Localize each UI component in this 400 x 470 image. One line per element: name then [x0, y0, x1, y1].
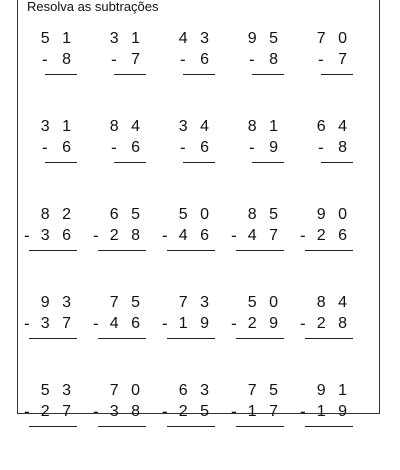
subtrahend: 3 6 [40, 227, 75, 244]
minuend: 7 5 [109, 294, 144, 311]
subtrahend: 7 [131, 51, 144, 68]
answer-line [183, 162, 215, 163]
subtraction-problem [160, 382, 229, 470]
subtraction-problem [298, 118, 367, 206]
minus-sign: - [318, 50, 324, 69]
answer-line [305, 250, 353, 251]
subtraction-problem [298, 30, 367, 118]
minus-sign: - [300, 402, 306, 421]
answer-line [252, 162, 284, 163]
subtraction-problem [298, 206, 367, 294]
subtrahend: 1 9 [178, 315, 213, 332]
answer-line [167, 338, 215, 339]
subtrahend: 3 7 [40, 315, 75, 332]
minus-sign: - [162, 226, 168, 245]
minus-sign: - [42, 50, 48, 69]
minus-sign: - [93, 314, 99, 333]
minuend: 3 1 [109, 30, 144, 47]
subtrahend: 6 [200, 51, 213, 68]
minus-sign: - [111, 50, 117, 69]
subtrahend: 6 [200, 139, 213, 156]
answer-line [305, 338, 353, 339]
subtraction-problem [229, 30, 298, 118]
minus-sign: - [231, 314, 237, 333]
answer-line [114, 162, 146, 163]
subtraction-problem [22, 206, 91, 294]
minus-sign: - [24, 226, 30, 245]
subtraction-problem [91, 382, 160, 470]
minuend: 4 3 [178, 30, 213, 47]
minuend: 6 5 [109, 206, 144, 223]
subtrahend: 4 7 [247, 227, 282, 244]
minuend: 9 3 [40, 294, 75, 311]
answer-line [98, 426, 146, 427]
minuend: 5 0 [247, 294, 282, 311]
answer-line [183, 74, 215, 75]
minuend: 8 4 [109, 118, 144, 135]
answer-line [252, 74, 284, 75]
answer-line [98, 338, 146, 339]
subtrahend: 2 5 [178, 403, 213, 420]
subtrahend: 7 [338, 51, 351, 68]
minus-sign: - [24, 314, 30, 333]
subtrahend: 1 7 [247, 403, 282, 420]
minuend: 7 0 [109, 382, 144, 399]
minuend: 5 1 [40, 30, 75, 47]
minuend: 9 0 [316, 206, 351, 223]
subtraction-problem [22, 294, 91, 382]
subtrahend: 2 6 [316, 227, 351, 244]
subtraction-problem [160, 30, 229, 118]
answer-line [236, 250, 284, 251]
minuend: 8 4 [316, 294, 351, 311]
subtrahend: 2 7 [40, 403, 75, 420]
subtraction-problem [91, 30, 160, 118]
minuend: 5 0 [178, 206, 213, 223]
minuend: 6 3 [178, 382, 213, 399]
minus-sign: - [300, 314, 306, 333]
subtraction-problem [160, 294, 229, 382]
subtrahend: 2 9 [247, 315, 282, 332]
subtrahend: 3 8 [109, 403, 144, 420]
subtraction-problem [91, 206, 160, 294]
answer-line [45, 162, 77, 163]
answer-line [167, 426, 215, 427]
minus-sign: - [249, 138, 255, 157]
minus-sign: - [180, 138, 186, 157]
answer-line [321, 162, 353, 163]
minus-sign: - [162, 314, 168, 333]
subtrahend: 9 [269, 139, 282, 156]
subtrahend: 6 [62, 139, 75, 156]
problem-grid [22, 30, 367, 470]
minus-sign: - [180, 50, 186, 69]
subtraction-problem [160, 118, 229, 206]
subtraction-problem [298, 382, 367, 470]
minuend: 8 2 [40, 206, 75, 223]
answer-line [45, 74, 77, 75]
answer-line [98, 250, 146, 251]
minuend: 9 5 [247, 30, 282, 47]
answer-line [167, 250, 215, 251]
subtraction-problem [229, 206, 298, 294]
minuend: 7 5 [247, 382, 282, 399]
minus-sign: - [42, 138, 48, 157]
subtraction-problem [22, 382, 91, 470]
minuend: 8 1 [247, 118, 282, 135]
subtraction-problem [229, 382, 298, 470]
subtraction-problem [91, 118, 160, 206]
worksheet-title: Resolva as subtrações [27, 0, 159, 14]
minus-sign: - [93, 226, 99, 245]
minus-sign: - [249, 50, 255, 69]
minuend: 6 4 [316, 118, 351, 135]
subtrahend: 4 6 [178, 227, 213, 244]
minuend: 3 4 [178, 118, 213, 135]
subtraction-problem [229, 294, 298, 382]
subtraction-problem [229, 118, 298, 206]
subtraction-problem [160, 206, 229, 294]
answer-line [236, 338, 284, 339]
answer-line [114, 74, 146, 75]
subtrahend: 2 8 [316, 315, 351, 332]
minus-sign: - [162, 402, 168, 421]
minuend: 9 1 [316, 382, 351, 399]
minus-sign: - [231, 402, 237, 421]
minuend: 8 5 [247, 206, 282, 223]
answer-line [236, 426, 284, 427]
minuend: 3 1 [40, 118, 75, 135]
answer-line [29, 338, 77, 339]
subtrahend: 8 [338, 139, 351, 156]
subtraction-problem [298, 294, 367, 382]
minus-sign: - [93, 402, 99, 421]
answer-line [321, 74, 353, 75]
subtrahend: 1 9 [316, 403, 351, 420]
minuend: 5 3 [40, 382, 75, 399]
minus-sign: - [231, 226, 237, 245]
subtrahend: 8 [269, 51, 282, 68]
subtrahend: 6 [131, 139, 144, 156]
subtraction-problem [91, 294, 160, 382]
answer-line [29, 250, 77, 251]
subtrahend: 8 [62, 51, 75, 68]
subtraction-problem [22, 30, 91, 118]
minus-sign: - [300, 226, 306, 245]
answer-line [305, 426, 353, 427]
minus-sign: - [111, 138, 117, 157]
subtraction-problem [22, 118, 91, 206]
minuend: 7 0 [316, 30, 351, 47]
minuend: 7 3 [178, 294, 213, 311]
subtrahend: 4 6 [109, 315, 144, 332]
minus-sign: - [24, 402, 30, 421]
minus-sign: - [318, 138, 324, 157]
answer-line [29, 426, 77, 427]
subtrahend: 2 8 [109, 227, 144, 244]
